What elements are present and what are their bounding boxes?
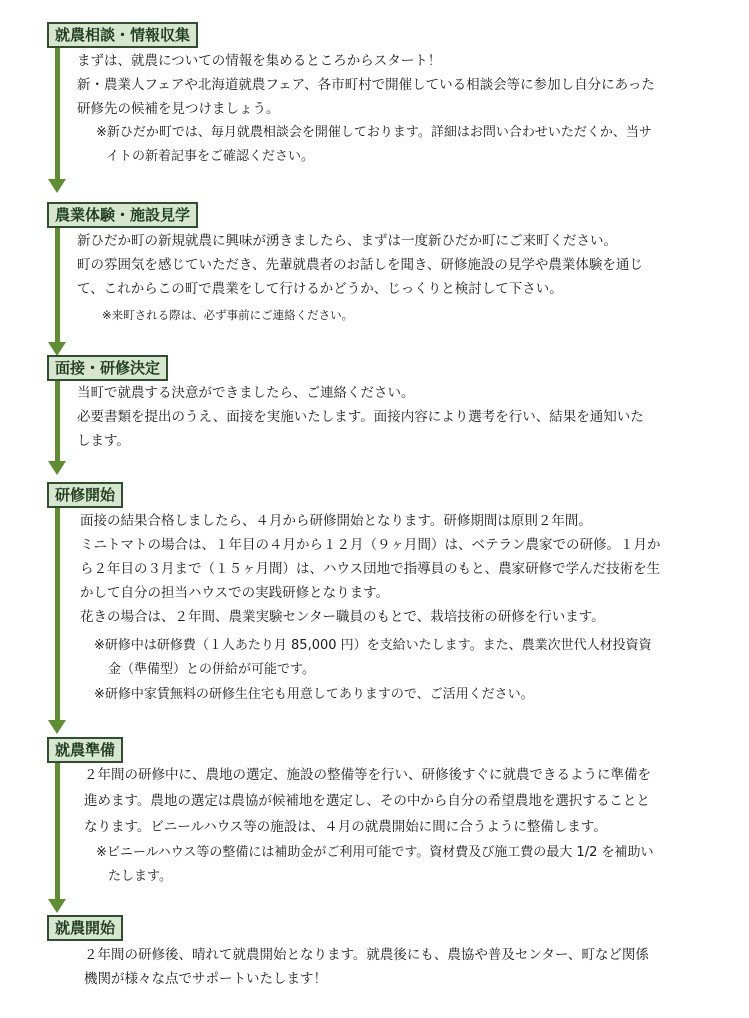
step-4-note: ※研修中家賃無料の研修生住宅も用意してありますので、ご活用ください。 [94, 687, 534, 702]
step-6-line: ２年間の研修後、晴れて就農開始となります。就農後にも、農協や普及センター、町など関係 [84, 947, 649, 963]
step-2-line: 新ひだか町の新規就農に興味が湧きましたら、まずは一度新ひだか町にご来町ください。 [77, 233, 617, 249]
flow-line-3 [55, 381, 60, 462]
flow-arrow-down-icon [48, 342, 66, 356]
step-5-line: 進めます。農地の選定は農協が候補地を選定し、その中から自分の希望農地を選択することと [84, 793, 650, 809]
step-1-note: イトの新着記事をご確認ください。 [106, 149, 315, 164]
step-title-2: 農業体験・施設見学 [47, 202, 198, 228]
step-3-line: 当町で就農する決意ができましたら、ご連絡ください。 [77, 385, 415, 401]
step-4-note: 金（準備型）との併給が可能です。 [108, 662, 315, 677]
step-1-note: ※新ひだか町では、毎月就農相談会を開催しております。詳細はお問い合わせいただくか、当サ [96, 125, 652, 140]
step-3-line: 必要書類を提出のうえ、面接を実施いたします。面接内容により選考を行い、結果を通知いた [77, 409, 644, 425]
step-4-note: ※研修中は研修費（１人あたり月 85,000 円）を支給いたします。また、農業次世代人材投資資 [94, 638, 652, 653]
step-title-1: 就農相談・情報収集 [47, 22, 198, 48]
step-4-line: ミニトマトの場合は、１年目の４月から１２月（９ヶ月間）は、ベテラン農家での研修。１月か [80, 537, 661, 553]
step-1-line: まずは、就農についての情報を集めるところからスタート！ [77, 53, 442, 69]
step-6-line: 機関が様々な点でサポートいたします！ [84, 971, 327, 987]
step-2-note: ※来町される際は、必ず事前にご連絡ください。 [102, 308, 354, 322]
flow-line-4 [55, 508, 60, 721]
step-1-line: 研修先の候補を見つけましょう。 [77, 101, 280, 117]
flow-arrow-down-icon [48, 720, 66, 734]
step-5-line: ２年間の研修中に、農地の選定、施設の整備等を行い、研修後すぐに就農できるように準備を [84, 767, 651, 783]
step-5-note: ※ビニールハウス等の整備には補助金がご利用可能です。資材費及び施工費の最大 1/2 を補助い [96, 845, 654, 860]
step-5-note: たします。 [108, 869, 172, 884]
step-title-5: 就農準備 [47, 737, 123, 763]
flow-arrow-down-icon [48, 461, 66, 475]
step-2-line: て、これからこの町で農業をして行けるかどうか、じっくりと検討して下さい。 [77, 281, 563, 297]
step-4-line: 花きの場合は、２年間、農業実験センター職員のもとで、栽培技術の研修を行います。 [80, 609, 605, 625]
step-4-line: 面接の結果合格しましたら、４月から研修開始となります。研修期間は原則２年間。 [80, 513, 592, 529]
step-title-3: 面接・研修決定 [47, 355, 168, 381]
step-5-line: なります。ビニールハウス等の施設は、４月の就農開始に間に合うように整備します。 [84, 819, 607, 835]
step-title-6: 就農開始 [47, 915, 123, 941]
step-title-4: 研修開始 [47, 482, 123, 508]
step-4-line: かして自分の担当ハウスでの実践研修となります。 [80, 585, 390, 601]
flow-arrow-down-icon [48, 179, 66, 193]
flow-arrow-down-icon [48, 899, 66, 913]
step-1-line: 新・農業人フェアや北海道就農フェア、各市町村で開催している相談会等に参加し自分にあった [77, 77, 655, 93]
step-2-line: 町の雰囲気を感じていただき、先輩就農者のお話しを聞き、研修施設の見学や農業体験を通じ [77, 257, 643, 273]
step-3-line: します。 [77, 433, 130, 449]
step-4-line: ら２年目の３月まで（１５ヶ月間）は、ハウス団地で指導員のもと、農家研修で学んだ技術を生 [80, 561, 661, 577]
flow-line-2 [55, 228, 60, 343]
flow-line-5 [55, 763, 60, 900]
flow-line-1 [55, 48, 60, 180]
